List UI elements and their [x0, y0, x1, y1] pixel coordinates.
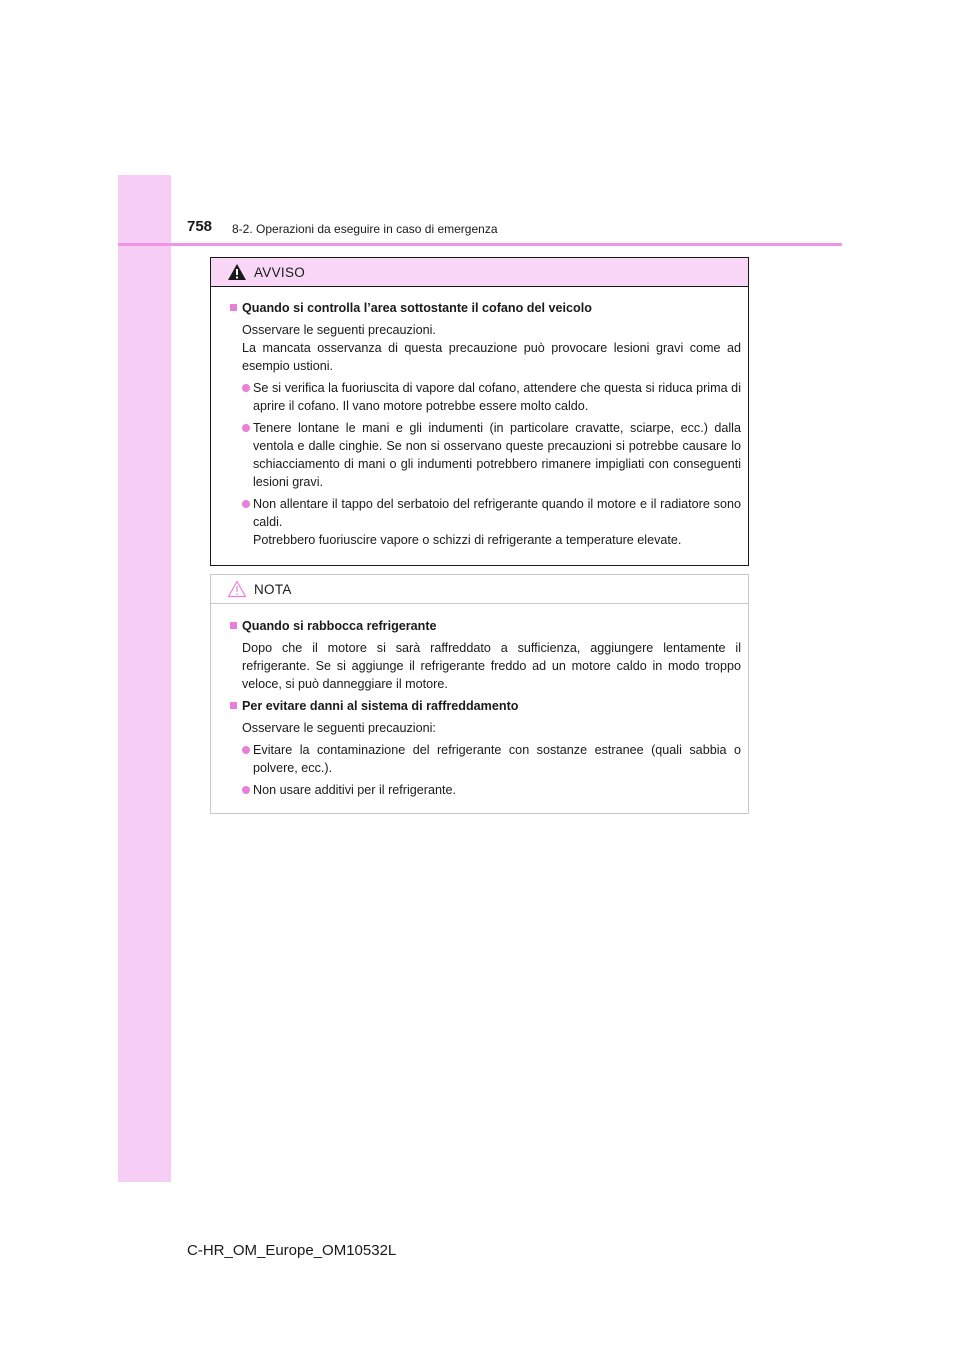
list-item: Evitare la contaminazione del refrigerante con sostanze estranee (quali sabbia o polvere, ecc.). — [230, 741, 741, 777]
note-bullet-list — [230, 741, 741, 799]
round-bullet-icon — [242, 500, 250, 508]
warning-bullet-list — [230, 379, 741, 549]
warning-header — [211, 258, 748, 287]
round-bullet-icon — [242, 786, 250, 794]
chapter-sidebar-band — [118, 175, 171, 1182]
square-bullet-icon — [230, 702, 237, 709]
warning-label: AVVISO — [254, 265, 306, 280]
header-rule — [118, 243, 842, 246]
round-bullet-icon — [242, 746, 250, 754]
page-number: 758 — [187, 218, 213, 235]
warning-triangle-icon — [227, 263, 247, 281]
list-item: Se si verifica la fuoriuscita di vapore dal cofano, attendere che questa si riduca prima di aprire il cofano. Il vano motore potrebbe essere molto caldo. — [230, 379, 741, 415]
note-body — [211, 604, 748, 799]
list-item-continuation: Potrebbero fuoriuscire vapore o schizzi di refrigerante a temperature elevate. — [253, 533, 682, 547]
note-box — [210, 574, 749, 814]
note-section-1-title: Quando si rabbocca refrigerante — [230, 617, 741, 635]
warning-section-title: Quando si controlla l’area sottostante il cofano del veicolo — [230, 299, 741, 317]
square-bullet-icon — [230, 622, 237, 629]
note-section-1-text: Dopo che il motore si sarà raffreddato a sufficienza, aggiungere lentamente il refrigerante. Se si aggiunge il refrigerante freddo ad un motore caldo in modo troppo veloce, si può danneggiare il motore. — [242, 641, 741, 691]
round-bullet-icon — [242, 424, 250, 432]
note-label: NOTA — [254, 582, 292, 597]
note-section-2-title: Per evitare danni al sistema di raffreddamento — [230, 697, 741, 715]
warning-intro-2: La mancata osservanza di questa precauzione può provocare lesioni gravi come ad esempio ustioni. — [242, 341, 741, 373]
note-section-2-text: Osservare le seguenti precauzioni: — [242, 721, 436, 735]
list-item: Non usare additivi per il refrigerante. — [230, 781, 741, 799]
document-code: C-HR_OM_Europe_OM10532L — [187, 1242, 397, 1259]
list-item: Non allentare il tappo del serbatoio del refrigerante quando il motore e il radiatore sono caldi. — [230, 495, 741, 531]
round-bullet-icon — [242, 384, 250, 392]
note-header — [211, 575, 748, 604]
chapter-title: 8-2. Operazioni da eseguire in caso di emergenza — [232, 222, 498, 236]
warning-box — [210, 257, 749, 566]
list-item: Tenere lontane le mani e gli indumenti (in particolare cravatte, sciarpe, ecc.) dalla ventola e dalle cinghie. Se non si osservano queste precauzioni si potrebbe causare lo schiacciamento di mani o gli indumenti potrebbero rimanere impigliati con conseguenti lesioni gravi. — [230, 419, 741, 491]
caution-triangle-outline-icon — [227, 580, 247, 598]
warning-intro-1: Osservare le seguenti precauzioni. — [242, 323, 436, 337]
warning-body — [211, 287, 748, 549]
square-bullet-icon — [230, 304, 237, 311]
